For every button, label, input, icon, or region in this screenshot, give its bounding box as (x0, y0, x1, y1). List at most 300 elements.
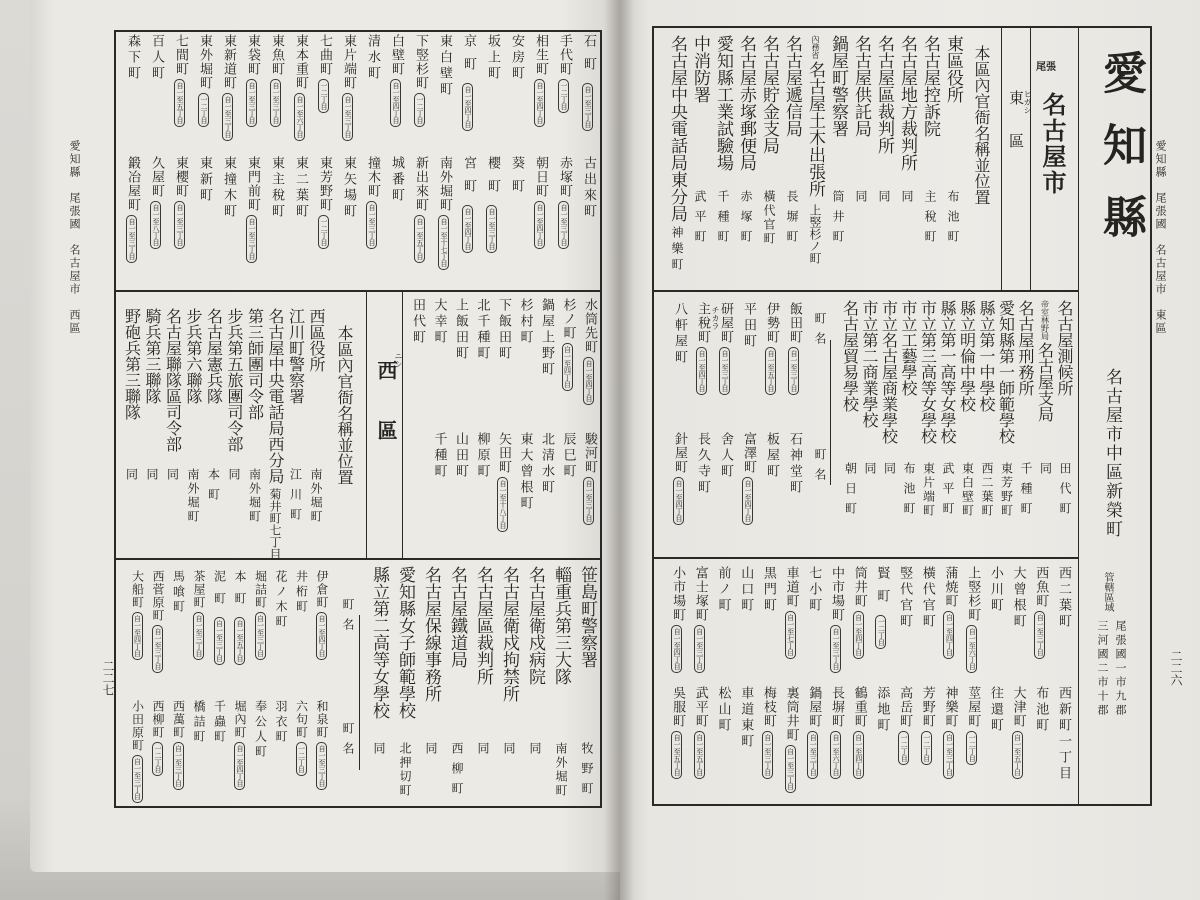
office-entry (470, 566, 496, 685)
town-entry (493, 432, 515, 532)
town-entry (120, 34, 144, 82)
town-entry (1006, 686, 1029, 779)
town-name: 千蟲町 (212, 700, 227, 745)
chome-range: 一二丁目 (898, 731, 909, 765)
town-name: 駿河町 (582, 432, 597, 474)
office-location: 同 (882, 462, 897, 482)
office-name: 東區役所 (943, 35, 963, 103)
town-entry (264, 34, 288, 127)
town-name: 東袋町 (245, 34, 260, 76)
town-name: 大幸町 (431, 298, 447, 346)
town-entry (734, 686, 757, 750)
chome-range: 自一至六丁目 (830, 731, 841, 779)
town-name: 本町 (233, 570, 247, 614)
town-entry (576, 34, 600, 131)
town-entry (216, 156, 240, 220)
office-entry (840, 300, 860, 412)
town-name: 裏筒井町 (783, 686, 799, 742)
town-name: 小川町 (987, 566, 1003, 614)
title-column-divider (1078, 27, 1079, 805)
office-location: 橫代官町 (762, 190, 776, 246)
chome-range: 一二丁目 (318, 215, 329, 249)
town-name: 上竪杉町 (965, 566, 981, 622)
town-entry (756, 686, 779, 779)
town-entry (961, 566, 984, 673)
chome-range: 一二丁目 (921, 731, 932, 765)
office-name: 名古屋刑務所 (1016, 300, 1035, 396)
town-entry (148, 700, 169, 776)
town-entry (189, 700, 210, 745)
office-location: 南外堀町 (186, 468, 200, 524)
town-name: 相生町 (533, 34, 548, 76)
city-title: 名古屋市 (1038, 92, 1067, 196)
office-location: 同 (476, 742, 490, 762)
town-entry (760, 432, 783, 480)
town-entry (504, 34, 528, 82)
office-name: 輜重兵第三大隊 (551, 566, 571, 685)
chome-range: 自一至四丁目 (462, 205, 473, 253)
chome-range: 自一至五丁目 (1012, 731, 1023, 779)
office-location: 同 (124, 468, 139, 488)
chome-range: 自一至四丁目 (462, 83, 473, 131)
town-entry (271, 570, 292, 630)
town-entry (288, 34, 312, 141)
town-name: 針屋町 (672, 432, 687, 474)
town-entry (783, 302, 806, 395)
town-ruby: チカラ (711, 306, 720, 330)
office-location: 南外堀町 (247, 468, 262, 524)
office-location: 南外堀町 (554, 742, 568, 798)
office-entry (121, 308, 142, 420)
town-name: 鍋屋町 (806, 686, 822, 728)
town-entry (576, 156, 600, 220)
town-name: 東門前町 (245, 156, 260, 212)
office-location: 東片端町 (921, 462, 936, 518)
chome-range: 自一至六丁目 (294, 93, 305, 141)
town-name: 前ノ町 (715, 566, 731, 614)
office-location: 千種町 (716, 190, 730, 250)
town-entry (668, 432, 691, 525)
section-divider (115, 290, 601, 292)
chome-range: 自一至三丁目 (582, 83, 593, 131)
office-name: 縣立第二高等女學校 (369, 566, 389, 719)
chome-range: 自一至四丁目 (671, 625, 682, 673)
office-location: 同 (145, 468, 159, 488)
town-entry (216, 34, 240, 141)
town-name: 西菅原町 (151, 570, 165, 622)
chome-range: 自一至四丁目 (534, 79, 545, 127)
ward-title-west: 西區 (374, 360, 398, 480)
town-entry (189, 570, 210, 660)
office-location: 武平町 (941, 462, 955, 522)
chome-range: 自一至五丁目 (671, 731, 682, 779)
town-entry (144, 156, 168, 249)
town-entry (779, 686, 802, 793)
town-name: 堀內町 (233, 700, 247, 739)
town-name: 堀詰町 (253, 570, 268, 609)
office-entry (941, 35, 964, 103)
town-entry (915, 566, 938, 630)
office-name: 市立第三高等女學校 (918, 300, 938, 444)
chome-range: 自一至三丁目 (174, 201, 185, 249)
office-name: 名古屋鐵道局 (447, 566, 467, 668)
town-name: 伊勢町 (764, 302, 779, 344)
town-name: 古出來町 (581, 156, 596, 220)
town-name: 橫代官町 (919, 566, 935, 630)
office-name: 名古屋中央電話局西分局 (266, 308, 285, 484)
town-name: 茶屋町 (192, 570, 206, 609)
office-entry (418, 566, 444, 702)
town-name: 西二葉町 (1055, 566, 1071, 630)
chome-range: 自一至四丁目 (234, 742, 245, 790)
town-entry (557, 432, 579, 480)
town-name: 東矢場町 (341, 156, 356, 220)
divider (830, 340, 831, 485)
town-entry (312, 156, 336, 249)
town-name: 東本重町 (293, 34, 308, 90)
chome-range: 自一至三丁目 (1034, 611, 1045, 659)
office-entry (711, 35, 734, 171)
divider (359, 615, 360, 770)
town-name: 東新道町 (221, 34, 236, 90)
office-name: 名古屋衛戍病院 (525, 566, 545, 685)
office-location: 菊井町七丁目 (268, 488, 282, 560)
office-location: 長塀町 (785, 190, 799, 250)
town-entry (688, 686, 711, 779)
town-name: 黒門町 (760, 566, 776, 614)
chome-range: 自一至三丁目 (193, 612, 204, 660)
town-name: 八軒屋町 (672, 302, 687, 366)
jurisdiction-label: 管轄區域 (1102, 572, 1113, 612)
office-name: 野砲兵第三聯隊 (122, 308, 142, 420)
town-name: 宮町 (461, 156, 476, 202)
town-name: 大曾根町 (1010, 566, 1026, 630)
office-entry (142, 308, 163, 404)
town-label: 町名 (813, 448, 827, 488)
chome-range: 自一至四丁目 (132, 612, 143, 660)
chome-range: 一二丁目 (414, 93, 425, 127)
town-name: 布池町 (1033, 686, 1049, 734)
town-entry (450, 432, 472, 480)
chome-range: 自一至四丁目 (583, 357, 594, 405)
office-location: 西柳町 (450, 742, 464, 802)
town-name: 東新町 (197, 156, 212, 204)
office-location: 同 (1038, 462, 1053, 482)
chome-range: 自一至三丁目 (366, 201, 377, 249)
town-entry (961, 686, 984, 765)
chome-range: 自一至三丁目 (173, 742, 184, 790)
town-entry (802, 566, 825, 614)
chome-range: 自一至三丁目 (719, 347, 730, 395)
town-entry (1029, 566, 1052, 659)
office-location: 同 (502, 742, 516, 762)
town-entry (432, 34, 456, 98)
town-label: 町名 (341, 598, 355, 638)
town-name: 馬喰町 (171, 570, 186, 615)
chome-range: 自一至三丁目 (246, 79, 257, 127)
town-entry (1051, 566, 1074, 630)
town-entry (408, 34, 432, 127)
town-entry (1006, 566, 1029, 630)
office-location: 本町 (206, 468, 221, 508)
town-entry (536, 432, 558, 496)
chome-range: 自一至八丁目 (150, 201, 161, 249)
town-name: 西萬町 (171, 700, 186, 739)
town-name: 富士塚町 (692, 566, 708, 622)
office-name: 縣立第一中學校 (977, 300, 996, 412)
town-entry (192, 34, 216, 127)
page-number-right: 二二六 (1169, 650, 1183, 686)
running-head-right: 愛知縣 尾張國 名古屋市 東區 (1154, 140, 1167, 335)
office-name: 第三師團司令部 (245, 308, 265, 420)
town-entry (291, 700, 312, 776)
town-entry (847, 686, 870, 779)
town-entry (493, 298, 515, 362)
town-entry (802, 686, 825, 779)
office-name: 愛知縣工業試驗場 (713, 35, 733, 171)
chome-range: 一二丁目 (152, 742, 163, 776)
town-entry (528, 156, 552, 249)
town-label: 町名 (813, 312, 827, 352)
office-entry (496, 566, 522, 702)
office-ministry-prefix: 帝室林野局 (1040, 300, 1050, 340)
prefecture-title: 愛知縣 (1095, 50, 1146, 266)
office-location: 神樂町 (670, 226, 684, 274)
chome-range: 自一至五丁目 (694, 731, 705, 779)
office-name: 騎兵第三聯隊 (143, 308, 162, 404)
town-name: 梅枝町 (760, 686, 776, 728)
town-name: 伊倉町 (315, 570, 329, 609)
town-entry (360, 156, 384, 249)
chome-range: 一二丁目 (198, 93, 209, 127)
chome-range: 一二丁目 (875, 615, 886, 649)
chome-range: 自一至三丁目 (132, 755, 143, 803)
office-name: 名古屋聯隊區司令部 (163, 308, 183, 452)
office-location: 筒井町 (831, 190, 845, 250)
office-name: 名古屋區裁判所 (874, 35, 894, 154)
town-entry (983, 566, 1006, 614)
town-entry (336, 156, 360, 220)
office-location: 同 (900, 190, 914, 210)
town-entry (504, 156, 528, 202)
chome-range: 自一至三丁目 (214, 617, 225, 665)
office-location: 同 (863, 462, 877, 482)
town-name: 杉村町 (517, 298, 533, 346)
town-entry (471, 432, 493, 480)
ward-ruby-west: ニシ (394, 352, 403, 368)
chome-range: 自一至三丁目 (316, 742, 327, 790)
town-name: 東主稅町 (269, 156, 284, 220)
town-name: 飯田町 (787, 302, 802, 344)
office-name: 名古屋中央電話局東分局 (667, 35, 687, 222)
town-entry (456, 34, 480, 131)
town-entry (579, 432, 601, 525)
chome-range: 一二丁目 (296, 742, 307, 776)
town-entry (384, 156, 408, 204)
office-name: 名古屋遞信局 (782, 35, 802, 137)
town-entry (915, 686, 938, 765)
office-entry (860, 300, 880, 428)
chome-range: 自一至三丁目 (270, 79, 281, 127)
town-entry (240, 34, 264, 127)
town-name: 新出來町 (413, 156, 428, 212)
office-name: 縣立明倫中學校 (957, 300, 977, 412)
town-name: 城番町 (389, 156, 404, 204)
divider (402, 291, 403, 558)
chome-range: 自一至三丁目 (788, 347, 799, 395)
office-entry (265, 308, 286, 484)
town-entry (168, 570, 189, 615)
town-name: 清水町 (365, 34, 380, 82)
chome-range: 自一至四丁目 (742, 477, 753, 525)
chome-range: 自一至三丁目 (583, 477, 594, 525)
province-label: 尾張 (1036, 62, 1056, 73)
town-name: 吳服町 (670, 686, 686, 728)
town-entry (230, 570, 251, 665)
town-entry (288, 156, 312, 220)
town-name: 京町 (461, 34, 476, 80)
office-entry (203, 308, 224, 404)
office-location: 田代町 (1058, 462, 1072, 522)
town-name: 和泉町 (315, 700, 329, 739)
town-entry (552, 156, 576, 249)
town-name: 富澤町 (741, 432, 756, 474)
town-entry (756, 566, 779, 614)
town-name: 神樂町 (942, 686, 958, 728)
chome-range: 自一至三丁目 (486, 205, 497, 253)
chome-range: 自一至三丁目 (222, 93, 233, 141)
office-location: 江川町 (288, 468, 303, 528)
town-entry (456, 156, 480, 253)
town-name: 東撞木町 (221, 156, 236, 220)
office-entry (996, 300, 1016, 444)
office-entry (392, 566, 418, 719)
office-location: 西二葉町 (980, 462, 994, 518)
town-name: 鶴重町 (851, 686, 867, 728)
office-entry (688, 35, 711, 103)
town-name: 松山町 (715, 686, 731, 734)
office-name: 名古屋保線事務所 (421, 566, 441, 702)
section-divider (115, 558, 601, 560)
office-location: 赤塚町 (739, 190, 753, 250)
town-entry (938, 686, 961, 779)
ward-title: 東區 (1007, 90, 1025, 176)
office-location: 同 (854, 190, 868, 210)
office-location: 朝日町 (843, 462, 858, 522)
town-entry (144, 34, 168, 82)
town-name: 撞木町 (365, 156, 380, 198)
office-entry (826, 35, 849, 137)
office-name: 市立名古屋商業學校 (879, 300, 899, 444)
town-name: 西新町一丁目 (1055, 686, 1071, 782)
office-entry (183, 308, 204, 404)
town-entry (783, 432, 806, 496)
town-entry (557, 298, 579, 391)
page-number-left: 二二七 (101, 660, 115, 696)
town-name: 百人町 (149, 34, 164, 82)
town-entry (536, 298, 558, 378)
town-name: 手代町 (557, 34, 572, 76)
chome-range: 自一至十八丁目 (497, 477, 508, 532)
town-name: 西柳町 (151, 700, 165, 739)
town-name: 東芳野町 (317, 156, 332, 212)
office-name: 西區役所 (307, 308, 326, 372)
town-entry (168, 156, 192, 249)
town-entry (471, 298, 493, 362)
town-name: 芳野町 (919, 686, 935, 728)
office-entry (977, 300, 997, 412)
town-name: 泥町 (212, 570, 227, 614)
town-entry (230, 700, 251, 790)
chome-range: 自一至三丁目 (152, 625, 163, 673)
chome-range: 自一至四丁目 (696, 347, 707, 395)
town-entry (870, 686, 893, 734)
office-entry (734, 35, 757, 171)
office-name: 愛知縣第一師範學校 (996, 300, 1016, 444)
town-name: 車道東町 (738, 686, 754, 750)
town-entry (209, 700, 230, 745)
office-entry (895, 35, 918, 171)
town-entry (428, 432, 450, 480)
town-name: 下竪杉町 (413, 34, 428, 90)
town-name: 長塀町 (828, 686, 844, 728)
office-ministry-prefix: 內務省 (811, 35, 820, 59)
office-entry (849, 35, 872, 137)
office-entry (574, 566, 600, 668)
town-name: 矢田町 (496, 432, 511, 474)
office-name: 名古屋測候所 (1055, 300, 1074, 396)
town-entry (384, 34, 408, 127)
town-entry (407, 298, 429, 346)
office-location: 主稅町 (923, 190, 937, 250)
town-entry (737, 432, 760, 525)
offices-header: 本區內官衙名稱並位置 (972, 45, 991, 205)
town-name: 東大曾根町 (517, 432, 533, 512)
office-location: 同 (372, 742, 386, 762)
chome-range: 自一至三丁目 (762, 731, 773, 779)
town-name: 葵町 (509, 156, 524, 202)
section-divider (653, 290, 1078, 292)
office-entry (244, 308, 265, 420)
town-name: 鍋屋上野町 (539, 298, 554, 378)
town-entry (514, 432, 536, 512)
office-entry (879, 300, 899, 444)
town-entry (552, 34, 576, 113)
town-name: 山田町 (453, 432, 468, 480)
town-name: 賢町 (874, 566, 890, 612)
town-name: 大船町 (130, 570, 145, 609)
town-name: 東片端町 (341, 34, 356, 90)
town-entry (691, 432, 714, 496)
town-name: 七小町 (806, 566, 822, 614)
town-name: 杉ノ町 (560, 298, 576, 340)
office-location: 武平町 (693, 190, 707, 250)
town-name: 櫻町 (485, 156, 500, 202)
town-name: 小市場町 (670, 566, 686, 622)
divider (366, 291, 367, 558)
left-page-frame (114, 30, 602, 808)
town-entry (127, 700, 148, 803)
office-location: 東白壁町 (960, 462, 975, 518)
town-name: 奉公人町 (253, 700, 268, 760)
town-entry (870, 566, 893, 649)
office-entry (366, 566, 392, 719)
office-name: 名古屋憲兵隊 (204, 308, 224, 404)
office-entry (162, 308, 183, 452)
town-name: 南外堀町 (437, 156, 452, 212)
chome-range: 自一至十七丁目 (438, 215, 449, 270)
office-location: 同 (227, 468, 241, 488)
